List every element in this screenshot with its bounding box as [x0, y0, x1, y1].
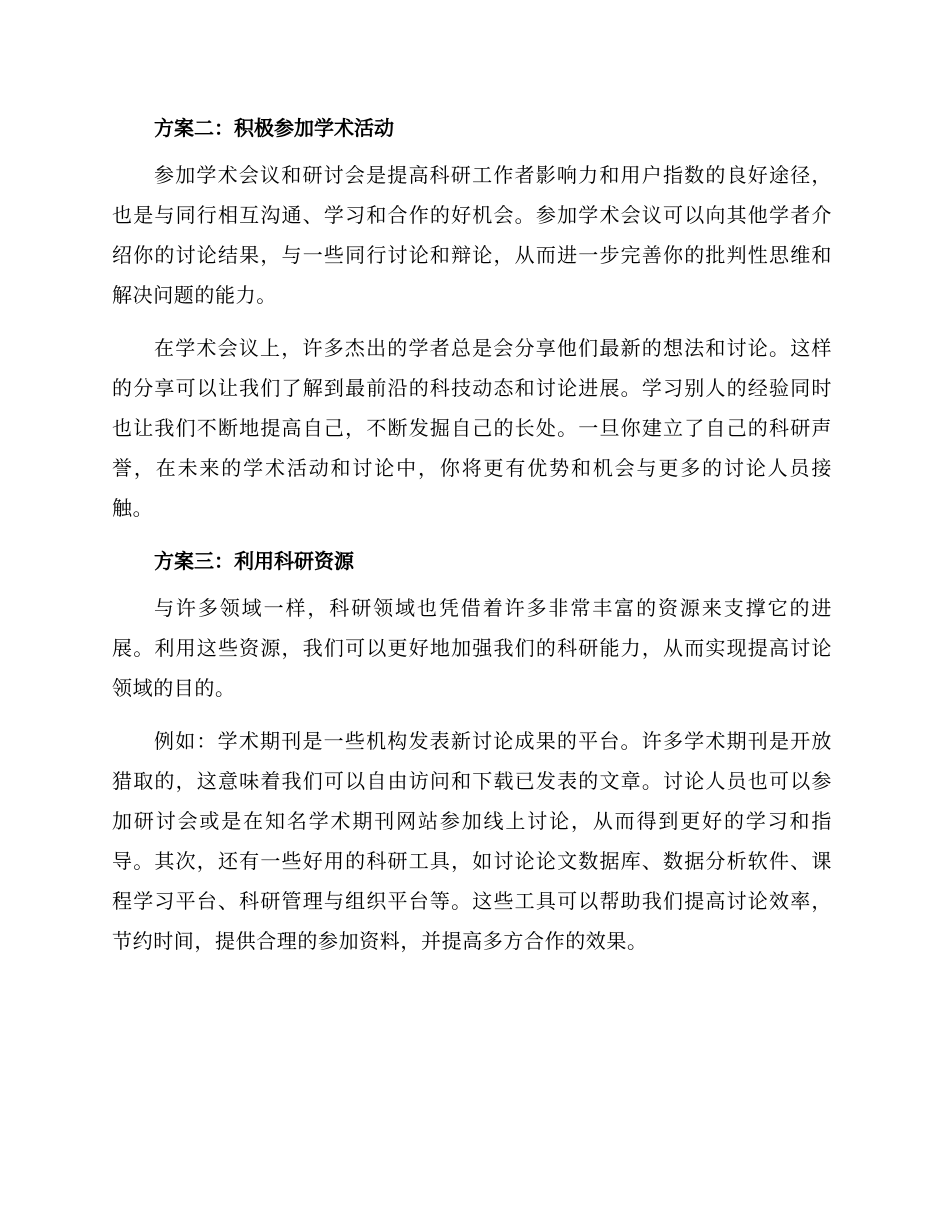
paragraph-plan-three-1: 与许多领域一样，科研领域也凭借着许多非常丰富的资源来支撑它的进展。利用这些资源，我们可以更好地加强我们的科研能力，从而实现提高讨论领域的目的。 [112, 596, 832, 700]
section-heading-plan-three: 方案三：利用科研资源 [154, 549, 354, 573]
paragraph-plan-two-1: 参加学术会议和研讨会是提高科研工作者影响力和用户指数的良好途径，也是与同行相互沟通、学习和合作的好机会。参加学术会议可以向其他学者介绍你的讨论结果，与一些同行讨论和辩论，从而进一步完善你的批判性思维和解决问题的能力。 [112, 163, 832, 307]
document-body [112, 108, 832, 961]
spacer [112, 581, 832, 588]
paragraph-plan-two-2: 在学术会议上，许多杰出的学者总是会分享他们最新的想法和讨论。这样的分享可以让我们了解到最前沿的科技动态和讨论进展。学习别人的经验同时也让我们不断地提高自己，不断发掘自己的长处。一旦你建立了自己的科研声誉，在未来的学术活动和讨论中，你将更有优势和机会与更多的讨论人员接触。 [112, 336, 832, 520]
spacer [112, 148, 832, 155]
spacer [112, 708, 832, 721]
spacer [112, 528, 832, 541]
section-heading-plan-two: 方案二：积极参加学术活动 [154, 116, 394, 140]
paragraph-plan-three-2: 例如：学术期刊是一些机构发表新讨论成果的平台。许多学术期刊是开放猎取的，这意味着我们可以自由访问和下载已发表的文章。讨论人员也可以参加研讨会或是在知名学术期刊网站参加线上讨论，从而得到更好的学习和指导。其次，还有一些好用的科研工具，如讨论论文数据库、数据分析软件、课程学习平台、科研管理与组织平台等。这些工具可以帮助我们提高讨论效率，节约时间，提供合理的参加资料，并提高多方合作的效果。 [112, 729, 832, 953]
spacer [112, 315, 832, 328]
